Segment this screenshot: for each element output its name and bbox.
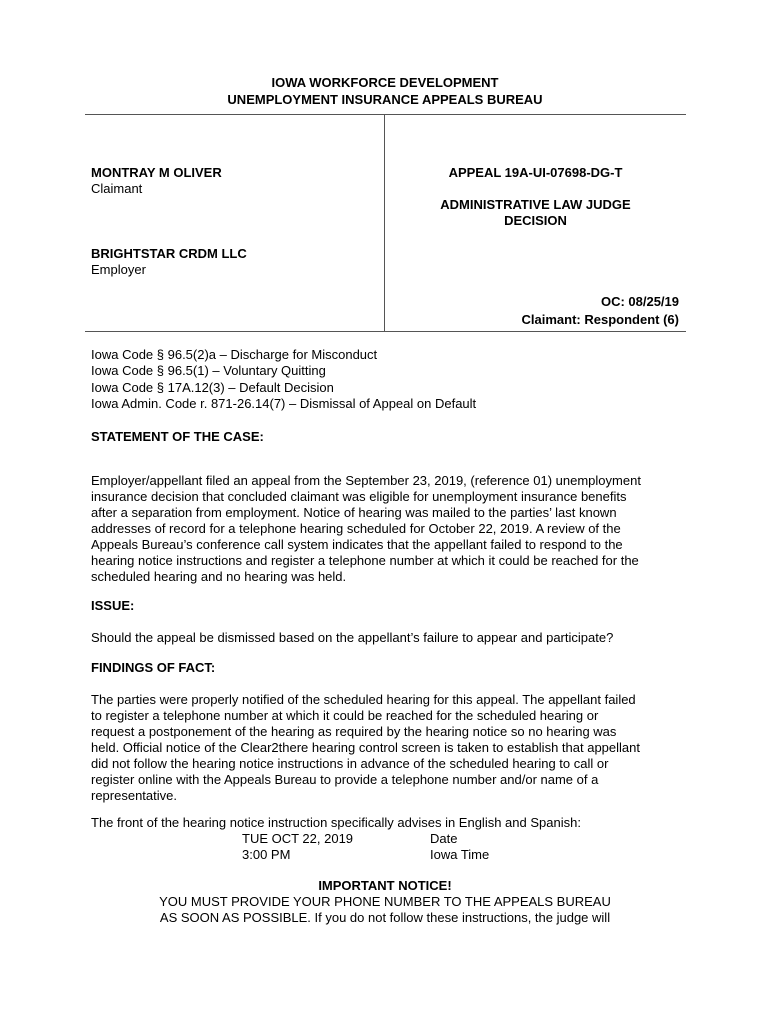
oc-date: OC: 08/25/19 bbox=[600, 294, 679, 309]
statement-paragraph: Employer/appellant filed an appeal from the September 23, 2019, (reference 01) unemployment insurance decision that concluded claimant was eligible for unemployment insurance benefits after a separation from employment. Notice of hearing was mailed to the parties’ last known addresses of record for a telephone hearing scheduled for October 22, 2019. A review of the Appeals Bureau’s conference call system indicates that the appellant failed to respond to the hearing notice instructions and register a telephone number at which it could be reached for the scheduled hearing and no hearing was held. bbox=[91, 473, 641, 584]
appeal-number: APPEAL 19A-UI-07698-DG-T bbox=[448, 165, 623, 180]
hearing-date-value: TUE OCT 22, 2019 bbox=[242, 831, 354, 846]
bureau-title: UNEMPLOYMENT INSURANCE APPEALS BUREAU bbox=[227, 92, 543, 107]
claimant-role: Claimant bbox=[91, 181, 143, 196]
issue-text: Should the appeal be dismissed based on the appellant’s failure to appear and participate? bbox=[91, 630, 614, 645]
code-citation: Iowa Code § 96.5(2)a – Discharge for Misconduct bbox=[91, 347, 378, 362]
caption-top-rule bbox=[85, 114, 686, 115]
notice-intro: The front of the hearing notice instruction specifically advises in English and Spanish: bbox=[91, 815, 581, 830]
issue-heading: ISSUE: bbox=[91, 598, 135, 613]
decision-title-line2: DECISION bbox=[504, 213, 567, 228]
hearing-time-value: 3:00 PM bbox=[242, 847, 291, 862]
notice-line: YOU MUST PROVIDE YOUR PHONE NUMBER TO THE APPEALS BUREAU bbox=[159, 894, 611, 909]
code-citation: Iowa Code § 17A.12(3) – Default Decision bbox=[91, 380, 334, 395]
notice-line: AS SOON AS POSSIBLE. If you do not follow these instructions, the judge will bbox=[159, 910, 611, 925]
decision-title-line1: ADMINISTRATIVE LAW JUDGE bbox=[440, 197, 631, 212]
hearing-date-label: Date bbox=[430, 831, 458, 846]
claimant-name: MONTRAY M OLIVER bbox=[91, 165, 222, 180]
notice-title: IMPORTANT NOTICE! bbox=[318, 878, 452, 893]
employer-role: Employer bbox=[91, 262, 146, 277]
statement-heading: STATEMENT OF THE CASE: bbox=[91, 429, 264, 444]
caption-bottom-rule bbox=[85, 331, 686, 332]
findings-paragraph: The parties were properly notified of the scheduled hearing for this appeal. The appellant failed to register a telephone number at which it could be reached for the scheduled hearing or request a postponement of the hearing as required by the hearing notice so no hearing was held. Official notice of the Clear2there hearing control screen is taken to establish that appellant did not follow the hearing notice instructions in advance of the scheduled hearing to call or register online with the Appeals Bureau to provide a telephone number and/or name of a representative. bbox=[91, 692, 640, 803]
findings-heading: FINDINGS OF FACT: bbox=[91, 660, 216, 675]
claimant-status: Claimant: Respondent (6) bbox=[521, 312, 679, 327]
agency-title: IOWA WORKFORCE DEVELOPMENT bbox=[271, 75, 499, 90]
code-citation: Iowa Code § 96.5(1) – Voluntary Quitting bbox=[91, 363, 326, 378]
employer-name: BRIGHTSTAR CRDM LLC bbox=[91, 246, 247, 261]
caption-divider bbox=[384, 114, 385, 331]
hearing-time-label: Iowa Time bbox=[430, 847, 490, 862]
code-citation: Iowa Admin. Code r. 871-26.14(7) – Dismissal of Appeal on Default bbox=[91, 396, 477, 411]
